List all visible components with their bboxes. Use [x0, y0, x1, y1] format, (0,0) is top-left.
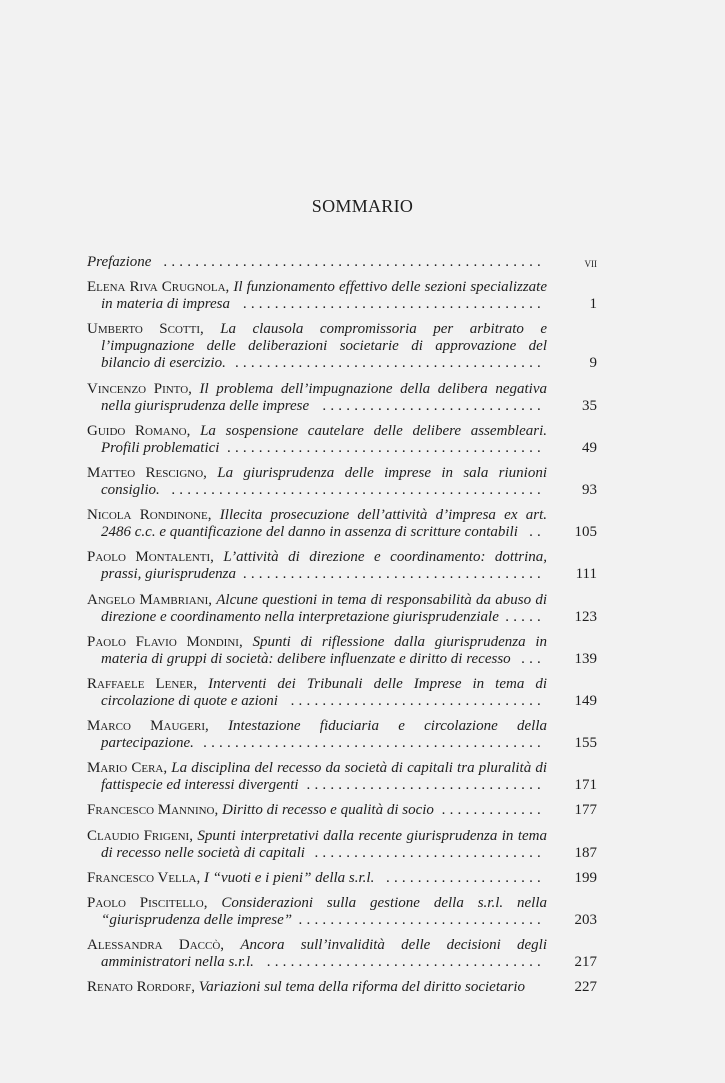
entry-page-number: 187 [574, 844, 597, 861]
entry-page-number: vii [584, 255, 597, 270]
entry-text [87, 254, 151, 270]
toc-entry [87, 870, 597, 887]
entry-text: Claudio Frigeni, Spunti interpretativi dalla recente giurisprudenza in tema di recesso nelle società di capitali [87, 827, 548, 861]
entry-page-number: 171 [574, 777, 597, 794]
entry-page-number: 105 [574, 524, 597, 541]
dot-leader: ............. [441, 802, 545, 819]
dot-leader: ............................................... [171, 481, 545, 498]
entry-title: La sospensione cautelare delle delibere assembleari. Profili problematici [101, 422, 547, 456]
entry-title: Il problema dell’impugnazione della delibera negativa nella giurisprudenza delle imprese [101, 380, 547, 414]
entry-page-number: 177 [574, 802, 597, 819]
entry-title: Variazioni sul tema della riforma del diritto societario [198, 979, 525, 996]
entry-text: Umberto Scotti, La clausola compromissoria per arbitrato e l’impugnazione delle deliberazioni societarie di approvazione del bilancio di esercizio. [87, 321, 547, 372]
dot-leader: ........................................ [227, 439, 545, 456]
entry-author: Marco Maugeri [87, 718, 206, 735]
entry-title: Il funzionamento effettivo delle sezioni specializzate in materia di impresa [101, 279, 547, 313]
entry-author: Francesco Mannino [87, 802, 215, 819]
entry-title: Spunti di riflessione dalla giurisprudenza in materia di gruppi di società: delibere influenzate e diritto di recesso [101, 633, 547, 667]
entry-title: Diritto di recesso e qualità di socio [222, 802, 434, 819]
toc-entry [87, 507, 597, 541]
entry-page-number: 49 [582, 439, 597, 456]
entry-author: Paolo Flavio Mondini [87, 633, 239, 650]
entry-title: La disciplina del recesso da società di capitali tra pluralità di fattispecie ed interessi divergenti [101, 760, 548, 794]
toc-entry [87, 760, 597, 794]
entry-author: Paolo Piscitello [87, 895, 204, 911]
entry-author: Raffaele Lener [87, 675, 194, 692]
entry-page-number: 1 [589, 296, 597, 313]
entry-page-number: 149 [574, 692, 597, 709]
entry-text: Paolo Flavio Mondini, Spunti di riflessione dalla giurisprudenza in materia di gruppi di società: delibere influenzate e diritto di recesso [87, 633, 547, 667]
entry-author: Alessandra Daccò [87, 937, 221, 954]
entry-author: Francesco Vella [87, 869, 197, 886]
entry-title: I “vuoti e i pieni” della s.r.l. [203, 869, 375, 886]
entry-page-number: 35 [582, 397, 597, 414]
entry-author: Matteo Rescigno [87, 464, 204, 481]
entry-title: La giurisprudenza delle imprese in sala riunioni consiglio. [101, 464, 547, 498]
entry-author: Claudio Frigeni [87, 827, 190, 844]
entry-text: Alessandra Daccò, Ancora sull’invalidità delle decisioni degli amministratori nella s.r.l. [87, 937, 548, 971]
entry-text: Vincenzo Pinto, Il problema dell’impugnazione della delibera negativa nella giurisprudenza delle imprese [87, 380, 547, 414]
entry-author: Renato Rordorf [87, 979, 192, 996]
entry-text: Francesco Vella, I “vuoti e i pieni” della s.r.l. [87, 869, 375, 886]
entry-text: Matteo Rescigno, La giurisprudenza delle imprese in sala riunioni consiglio. [87, 464, 547, 498]
dot-leader: ........................................... [203, 735, 545, 752]
entry-author: Paolo Montalenti [87, 549, 211, 566]
entry-text: Marco Maugeri, Intestazione fiduciaria e circolazione della partecipazione. [87, 718, 547, 752]
page-title: SOMMARIO [311, 196, 414, 216]
dot-leader: ....................................... [234, 355, 545, 372]
entry-author: Nicola Rondinone [87, 507, 208, 524]
toc-entry [87, 279, 597, 313]
toc-entry [87, 676, 597, 710]
table-of-contents [87, 254, 597, 1005]
toc-entry [87, 465, 597, 499]
entry-text: Nicola Rondinone, Illecita prosecuzione dell’attività d’impresa ex art. 2486 c.c. e quantificazione del danno in assenza di scritture contabili [87, 507, 547, 541]
toc-entry [87, 549, 597, 583]
entry-title: Ancora sull’invalidità delle decisioni degli amministratori nella s.r.l. [101, 937, 548, 971]
entry-text: Mario Cera, La disciplina del recesso da società di capitali tra pluralità di fattispecie ed interessi divergenti [87, 760, 548, 794]
dot-leader: ................................... [266, 954, 545, 971]
entry-page-number: 203 [574, 912, 597, 928]
toc-entry [87, 937, 597, 971]
toc-entry [87, 321, 597, 372]
entry-text: Francesco Mannino, Diritto di recesso e qualità di socio [87, 802, 434, 819]
entry-page-number: 217 [574, 954, 597, 971]
dot-leader: .. [529, 524, 545, 541]
entry-author: Mario Cera [87, 760, 164, 777]
entry-author: Vincenzo Pinto [87, 380, 189, 397]
entry-title: Prefazione [87, 254, 152, 270]
entry-text: Paolo Piscitello, Considerazioni sulla gestione della s.r.l. nella “giurisprudenza delle imprese” [87, 895, 547, 928]
entry-author: Elena Riva Crugnola [87, 279, 226, 296]
toc-entry [87, 895, 597, 929]
dot-leader: .................... [386, 869, 545, 886]
entry-text: Raffaele Lener, Interventi dei Tribunali delle Imprese in tema di circolazione di quote e azioni [87, 675, 547, 709]
toc-entry [87, 634, 597, 668]
entry-title: Alcune questioni in tema di responsabilità da abuso di direzione e coordinamento nella interpretazione giurisprudenziale [101, 591, 547, 625]
dot-leader: ... [521, 650, 545, 667]
dot-leader: ...................................... [242, 296, 545, 313]
dot-leader: ............................... [298, 912, 545, 928]
entry-author: Guido Romano [87, 422, 187, 439]
entry-page-number: 199 [574, 869, 597, 886]
entry-page-number: 155 [574, 735, 597, 752]
entry-page-number: 111 [575, 566, 597, 583]
dot-leader: ..... [505, 608, 545, 625]
toc-entry [87, 828, 597, 862]
toc-entry [87, 381, 597, 415]
entry-title: Intestazione fiduciaria e circolazione della partecipazione. [101, 718, 547, 752]
entry-title: Spunti interpretativi dalla recente giurisprudenza in tema di recesso nelle società di capitali [101, 827, 548, 861]
entry-page-number: 123 [574, 608, 597, 625]
dot-leader: ................................................ [163, 254, 545, 270]
toc-entry [87, 423, 597, 457]
entry-page-number: 139 [574, 650, 597, 667]
entry-title: L’attività di direzione e coordinamento: dottrina, prassi, giurisprudenza [101, 549, 548, 583]
entry-title: La clausola compromissoria per arbitrato e l’impugnazione delle deliberazioni societarie di approvazione del bilancio di esercizio. [101, 321, 547, 372]
toc-entry [87, 718, 597, 752]
entry-title: Illecita prosecuzione dell’attività d’impresa ex art. 2486 c.c. e quantificazione del danno in assenza di scritture contabili [101, 507, 547, 541]
entry-page-number: 93 [582, 481, 597, 498]
entry-text: Renato Rordorf, Variazioni sul tema della riforma del diritto societario [87, 979, 525, 996]
entry-title: Interventi dei Tribunali delle Imprese in tema di circolazione di quote e azioni [101, 675, 547, 709]
entry-page-number: 9 [589, 355, 597, 372]
entry-text: Elena Riva Crugnola, Il funzionamento effettivo delle sezioni specializzate in materia di impresa [87, 279, 547, 313]
entry-author: Umberto Scotti [87, 321, 200, 338]
toc-entry [87, 592, 597, 626]
entry-text: Angelo Mambriani, Alcune questioni in tema di responsabilità da abuso di direzione e coordinamento nella interpretazione giurisprudenziale [87, 591, 547, 625]
dot-leader: .............................. [306, 777, 545, 794]
entry-page-number: 227 [574, 979, 597, 996]
toc-entry [87, 979, 597, 996]
toc-entry [87, 802, 597, 819]
toc-entry [87, 254, 597, 271]
dot-leader: ............................. [314, 844, 545, 861]
dot-leader: ...................................... [242, 566, 545, 583]
dot-leader: ............................ [322, 397, 545, 414]
dot-leader: ................................ [290, 692, 545, 709]
entry-author: Angelo Mambriani [87, 591, 209, 608]
entry-title: Considerazioni sulla gestione della s.r.l. nella “giurisprudenza delle imprese” [101, 895, 547, 928]
entry-text: Guido Romano, La sospensione cautelare delle delibere assembleari. Profili problematici [87, 422, 547, 456]
entry-text: Paolo Montalenti, L’attività di direzione e coordinamento: dottrina, prassi, giurisprudenza [87, 549, 548, 583]
